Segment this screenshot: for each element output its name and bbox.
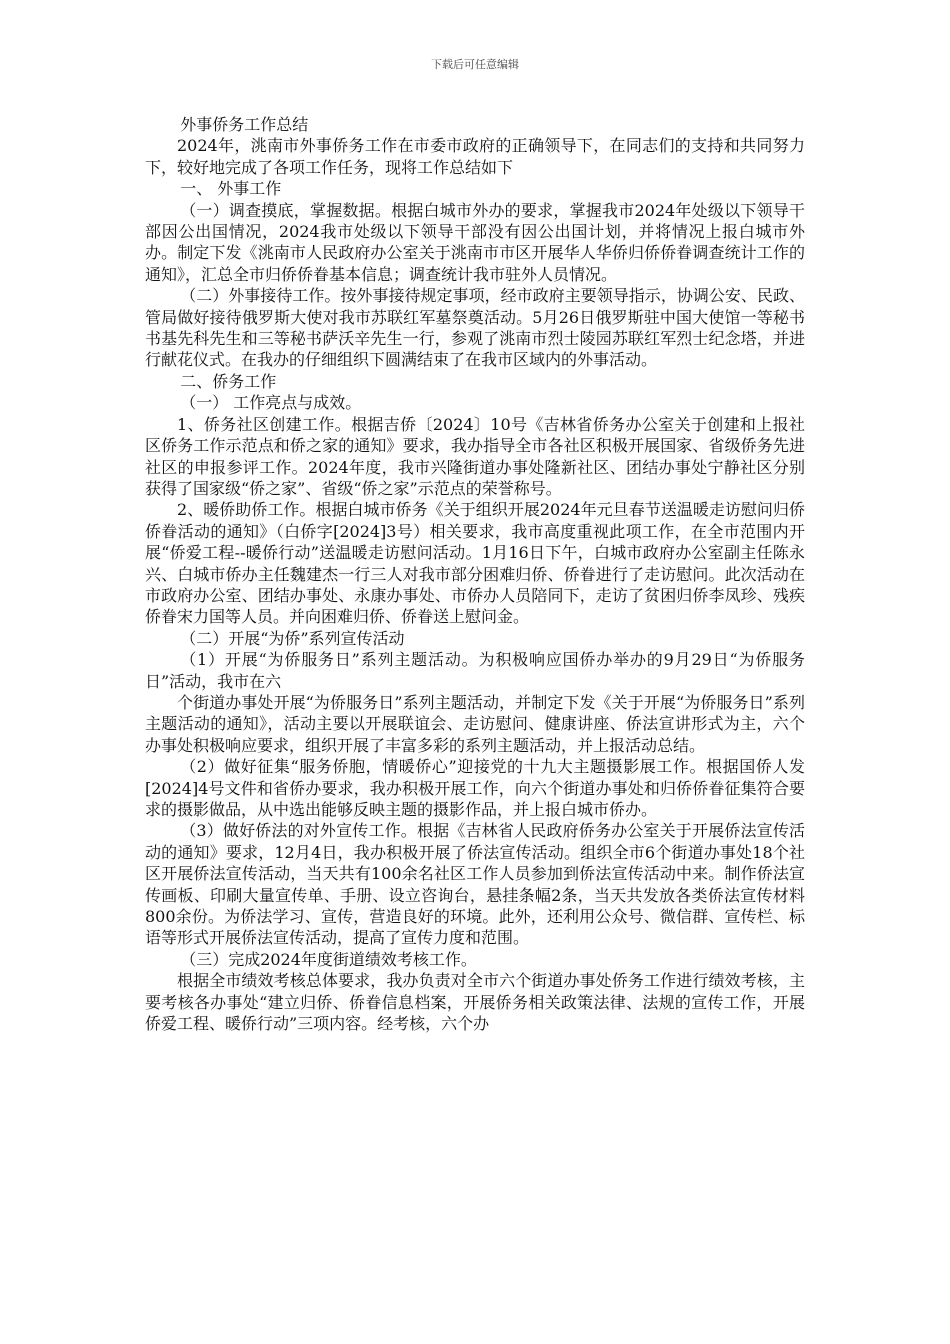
paragraph-law-publicity: （3）做好侨法的对外宣传工作。根据《吉林省人民政府侨务办公室关于开展侨法宣传活动的通知》要求，12月4日，我办积极开展了侨法宣传活动。组织全市6个街道办事处18个社区开展侨法宣传活动，当天共有100余名社区工作人员参加到侨法宣传活动中来。制作侨法宣传画板、印刷大量宣传单、手册、设立咨询台，悬挂条幅2条，当天共发放各类侨法宣传材料800余份。为侨法学习、宣传，营造良好的环境。此外，还利用公众号、微信群、宣传栏、标语等形式开展侨法宣传活动，提高了宣传力度和范围。 — [145, 821, 805, 948]
subsection-heading-highlights: （一） 工作亮点与成效。 — [180, 393, 362, 413]
page-header: 下载后可任意编辑 — [431, 58, 519, 71]
section-heading-overseas-chinese: 二、侨务工作 — [180, 371, 277, 391]
paragraph-intro: 2024年，洮南市外事侨务工作在市委市政府的正确领导下，在同志们的支持和共同努力下，较好地完成了各项工作任务，现将工作总结如下 — [145, 136, 805, 177]
paragraph-assessment: 根据全市绩效考核总体要求，我办负责对全市六个街道办事处侨务工作进行绩效考核，主要考核各办事处“建立归侨、侨眷信息档案，开展侨务相关政策法律、法规的宣传工作，开展侨爱工程、暖侨行动”三项内容。经考核，六个办 — [145, 971, 805, 1034]
paragraph-service-day: （1）开展“为侨服务日”系列主题活动。为积极响应国侨办举办的9月29日“为侨服务日”活动，我市在六 — [145, 650, 805, 691]
paragraph-community: 1、侨务社区创建工作。根据吉侨〔2024〕10号《吉林省侨务办公室关于创建和上报社区侨务工作示范点和侨之家的通知》要求，我办指导全市各社区积极开展国家、省级侨务先进社区的申报参评工作。2024年度，我市兴隆街道办事处隆新社区、团结办事处宁静社区分别获得了国家级“侨之家”、省级“侨之家”示范点的荣誉称号。 — [145, 414, 805, 498]
paragraph-survey: （一）调查摸底，掌握数据。根据白城市外办的要求，掌握我市2024年处级以下领导干部因公出国情况，2024我市处级以下领导干部没有因公出国计划，并将情况上报白城市外办。制定下发《洮南市人民政府办公室关于洮南市市区开展华人华侨归侨侨眷调查统计工作的通知》，汇总全市归侨侨眷基本信息；调查统计我市驻外人员情况。 — [145, 200, 805, 284]
document-body — [145, 114, 805, 1034]
document-title: 外事侨务工作总结 — [180, 115, 309, 134]
subsection-heading-assessment: （三）完成2024年度街道绩效考核工作。 — [180, 949, 477, 969]
section-heading-foreign-affairs: 一、 外事工作 — [180, 179, 282, 199]
paragraph-service-day-cont: 个街道办事处开展“为侨服务日”系列主题活动，并制定下发《关于开展“为侨服务日”系列主题活动的通知》，活动主要以开展联谊会、走访慰问、健康讲座、侨法宣讲形式为主，六个办事处积极响应要求，组织开展了丰富多彩的系列主题活动，并上报活动总结。 — [145, 692, 805, 755]
paragraph-warmth: 2、暖侨助侨工作。根据白城市侨务《关于组织开展2024年元旦春节送温暖走访慰问归侨侨眷活动的通知》（白侨字[2024]3号）相关要求，我市高度重视此项工作，在全市范围内开展“侨爱工程--暖侨行动”送温暖走访慰问活动。1月16日下午，白城市政府办公室副主任陈永兴、白城市侨办主任魏建杰一行三人对我市部分困难归侨、侨眷进行了走访慰问。此次活动在市政府办公室、团结办事处、永康办事处、市侨办人员陪同下，走访了贫困归侨李凤珍、残疾侨眷宋力国等人员。并向困难归侨、侨眷送上慰问金。 — [145, 500, 805, 627]
paragraph-reception: （二）外事接待工作。按外事接待规定事项，经市政府主要领导指示，协调公安、民政、管局做好接待俄罗斯大使对我市苏联红军墓祭奠活动。5月26日俄罗斯驻中国大使馆一等秘书书基先科先生和三等秘书萨沃辛先生一行，参观了洮南市烈士陵园苏联红军烈士纪念塔，并进行献花仪式。在我办的仔细组织下圆满结束了在我市区域内的外事活动。 — [145, 286, 805, 370]
paragraph-photo-exhibition: （2）做好征集“服务侨胞，情暖侨心”迎接党的十九大主题摄影展工作。根据国侨人发[2024]4号文件和省侨办要求，我办积极开展工作，向六个街道办事处和归侨侨眷征集符合要求的摄影做品，从中选出能够反映主题的摄影作品，并上报白城市侨办。 — [145, 757, 805, 819]
subsection-heading-publicity: （二）开展“为侨”系列宣传活动 — [180, 628, 405, 648]
